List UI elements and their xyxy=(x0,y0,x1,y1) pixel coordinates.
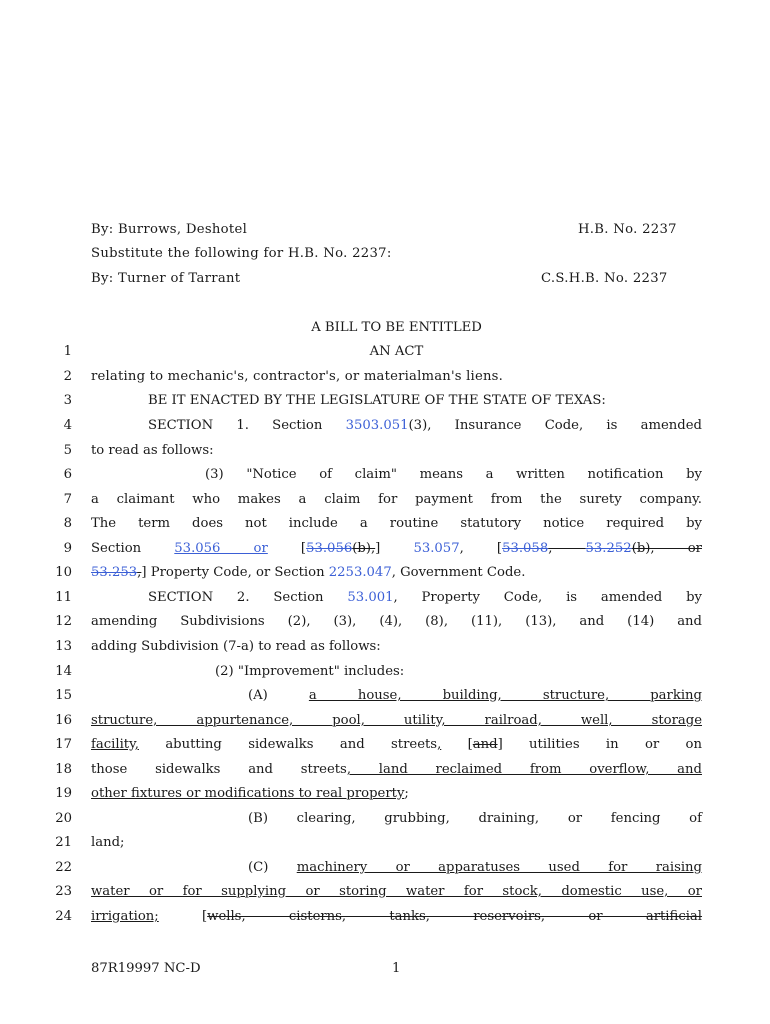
body-line: Section 53.056 or [53.056(b),] 53.057, [53.058, 53.252(b), or xyxy=(91,541,702,556)
line-number: 20 xyxy=(55,811,72,826)
body-line: adding Subdivision (7-a) to read as follows: xyxy=(91,639,381,654)
body-line: (A) a house, building, structure, parking xyxy=(248,688,702,703)
statute-link[interactable]: 2253.047 xyxy=(328,565,392,580)
line-number: 11 xyxy=(55,590,72,605)
statute-link[interactable]: 53.001 xyxy=(347,590,394,605)
body-line: land; xyxy=(91,835,125,850)
line-number: 7 xyxy=(63,492,72,507)
inserted-text: structure, appurtenance, pool, utility, railroad, well, storage xyxy=(91,713,702,728)
line-number: 15 xyxy=(55,688,72,703)
statute-link[interactable]: 53.057 xyxy=(413,541,460,556)
line-number: 3 xyxy=(63,393,72,408)
line-number: 16 xyxy=(55,713,72,728)
enacting-clause: BE IT ENACTED BY THE LEGISLATURE OF THE STATE OF TEXAS: xyxy=(148,393,606,408)
inserted-text: water or for supplying or storing water for stock, domestic use, or xyxy=(91,884,702,899)
body-line: a claimant who makes a claim for payment from the surety company. xyxy=(91,492,702,507)
document-code: 87R19997 NC-D xyxy=(91,961,201,976)
substitute-line: Substitute the following for H.B. No. 2237: xyxy=(91,246,392,261)
body-line: irrigation; [wells, cisterns, tanks, reservoirs, or artificial xyxy=(91,909,703,924)
bill-number: H.B. No. 2237 xyxy=(578,222,677,237)
line-number: 4 xyxy=(63,418,72,433)
statute-link[interactable]: 3503.051 xyxy=(345,418,409,433)
statute-link[interactable]: 53.056 or xyxy=(174,541,268,556)
line-number: 22 xyxy=(55,860,72,875)
statute-link[interactable]: 53.056 xyxy=(306,541,353,556)
author-line: By: Burrows, Deshotel xyxy=(91,222,248,237)
body-line: (C) machinery or apparatuses used for raising xyxy=(248,860,702,875)
line-number: 24 xyxy=(55,909,72,924)
line-number: 14 xyxy=(55,664,72,679)
bill-title: A BILL TO BE ENTITLED xyxy=(311,320,482,335)
line-number: 8 xyxy=(63,516,72,531)
line-number: 5 xyxy=(63,443,72,458)
page-number: 1 xyxy=(392,961,401,976)
statute-link[interactable]: 53.253 xyxy=(91,565,138,580)
section-2-line: SECTION 2. Section 53.001, Property Code, is amended by xyxy=(148,590,702,605)
body-line: 53.253,] Property Code, or Section 2253.047, Government Code. xyxy=(91,565,526,580)
body-line: (3) "Notice of claim" means a written notification by xyxy=(205,467,702,482)
statute-link[interactable]: 53.058 xyxy=(502,541,549,556)
body-line: (B) clearing, grubbing, draining, or fencing of xyxy=(248,811,702,826)
caption-line: relating to mechanic's, contractor's, or materialman's liens. xyxy=(91,369,504,384)
line-number: 10 xyxy=(55,565,72,580)
statute-link[interactable]: 53.252 xyxy=(585,541,632,556)
section-1-line: SECTION 1. Section 3503.051(3), Insurance Code, is amended xyxy=(148,418,702,433)
line-number: 19 xyxy=(55,786,72,801)
body-line: facility, abutting sidewalks and streets, [and] utilities in or on xyxy=(91,737,702,752)
body-line: amending Subdivisions (2), (3), (4), (8), (11), (13), and (14) and xyxy=(91,614,702,629)
line-number: 13 xyxy=(55,639,72,654)
line-number: 18 xyxy=(55,762,72,777)
body-line: (2) "Improvement" includes: xyxy=(215,664,405,679)
line-number: 1 xyxy=(63,344,72,359)
body-line: those sidewalks and streets, land reclaimed from overflow, and xyxy=(91,762,702,777)
act-heading: AN ACT xyxy=(369,344,424,359)
body-line: The term does not include a routine statutory notice required by xyxy=(91,516,702,531)
line-number: 23 xyxy=(55,884,72,899)
substitute-bill-number: C.S.H.B. No. 2237 xyxy=(541,271,668,286)
line-number: 9 xyxy=(63,541,72,556)
line-number: 12 xyxy=(55,614,72,629)
body-line: other fixtures or modifications to real property; xyxy=(91,786,409,801)
substitute-author-line: By: Turner of Tarrant xyxy=(91,271,241,286)
body-line: to read as follows: xyxy=(91,443,214,458)
line-number: 17 xyxy=(55,737,72,752)
line-number: 2 xyxy=(63,369,72,384)
line-number: 6 xyxy=(63,467,72,482)
line-number: 21 xyxy=(55,835,72,850)
